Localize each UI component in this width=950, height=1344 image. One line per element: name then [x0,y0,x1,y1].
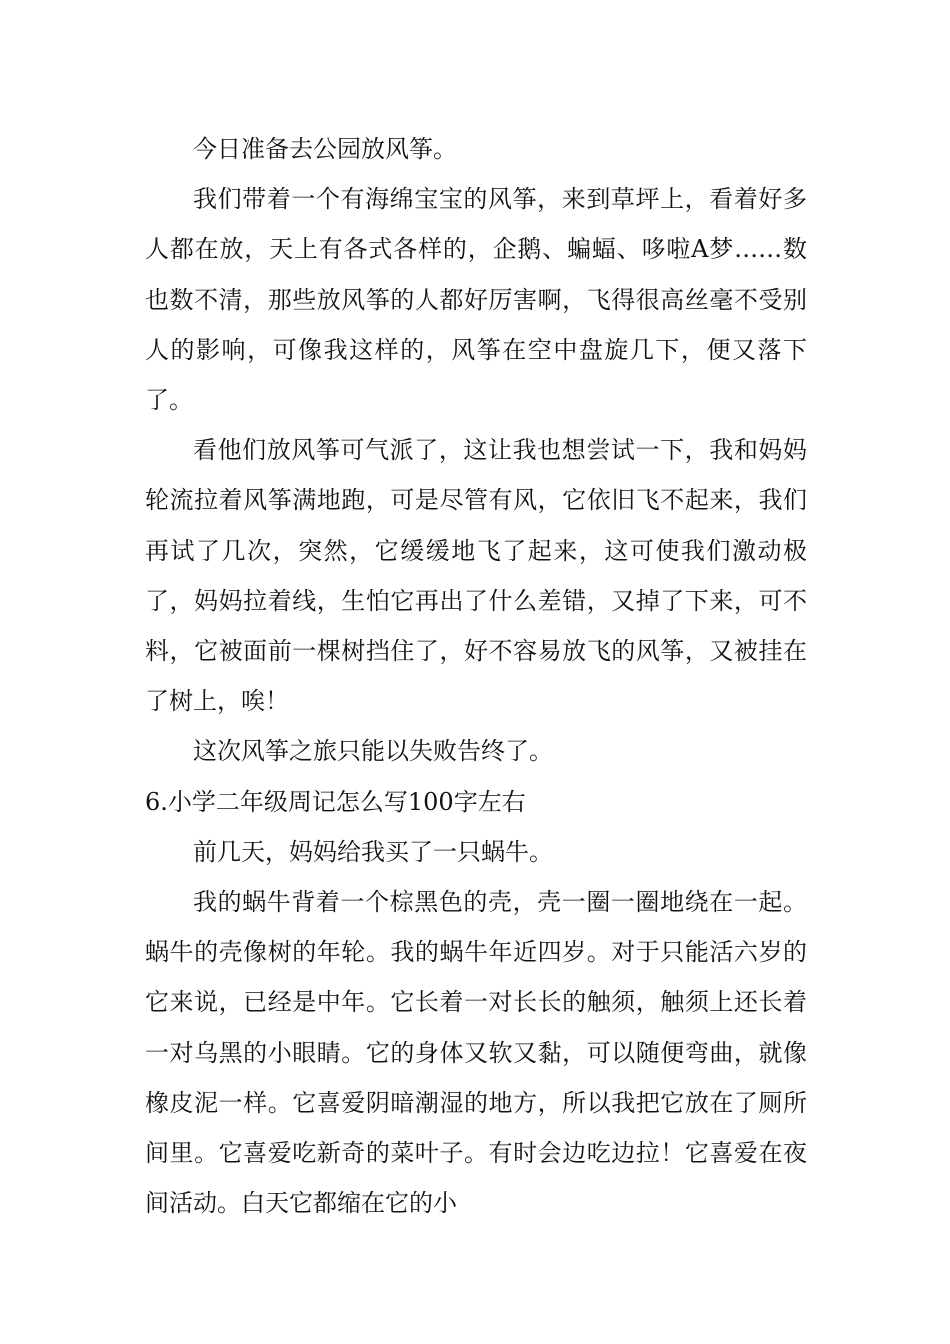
paragraph-kite-park: 我们带着一个有海绵宝宝的风筝，来到草坪上，看着好多人都在放，天上有各式各样的，企鹅、蝙蝠、哆啦A梦……数也数不清，那些放风筝的人都好厉害啊，飞得很高丝毫不受别人的影响，可像我这样的，风筝在空中盘旋几下，便又落下了。 [145,185,807,415]
paragraph-kite-intro: 今日准备去公园放风筝。 [193,135,457,163]
paragraph-snail-intro: 前几天，妈妈给我买了一只蜗牛。 [193,837,553,866]
paragraph-kite-ending: 这次风筝之旅只能以失败告终了。 [193,737,553,766]
document-body [145,124,807,1228]
paragraph-snail-description: 我的蜗牛背着一个棕黑色的壳，壳一圈一圈地绕在一起。蜗牛的壳像树的年轮。我的蜗牛年近四岁。对于只能活六岁的它来说，已经是中年。它长着一对长长的触须，触须上还长着一对乌黑的小眼睛。它的身体又软又黏，可以随便弯曲，就像橡皮泥一样。它喜爱阴暗潮湿的地方，所以我把它放在了厕所间里。它喜爱吃新奇的菜叶子。有时会边吃边拉！它喜爱在夜间活动。白天它都缩在它的小 [145,888,807,1218]
paragraph-kite-attempt: 看他们放风筝可气派了，这让我也想尝试一下，我和妈妈轮流拉着风筝满地跑，可是尽管有风，它依旧飞不起来，我们再试了几次，突然，它缓缓地飞了起来，这可使我们激动极了，妈妈拉着线，生怕它再出了什么差错，又掉了下来，可不料，它被面前一棵树挡住了，好不容易放飞的风筝，又被挂在了树上，唉！ [145,436,807,716]
section-heading: 6.小学二年级周记怎么写100字左右 [145,787,526,816]
